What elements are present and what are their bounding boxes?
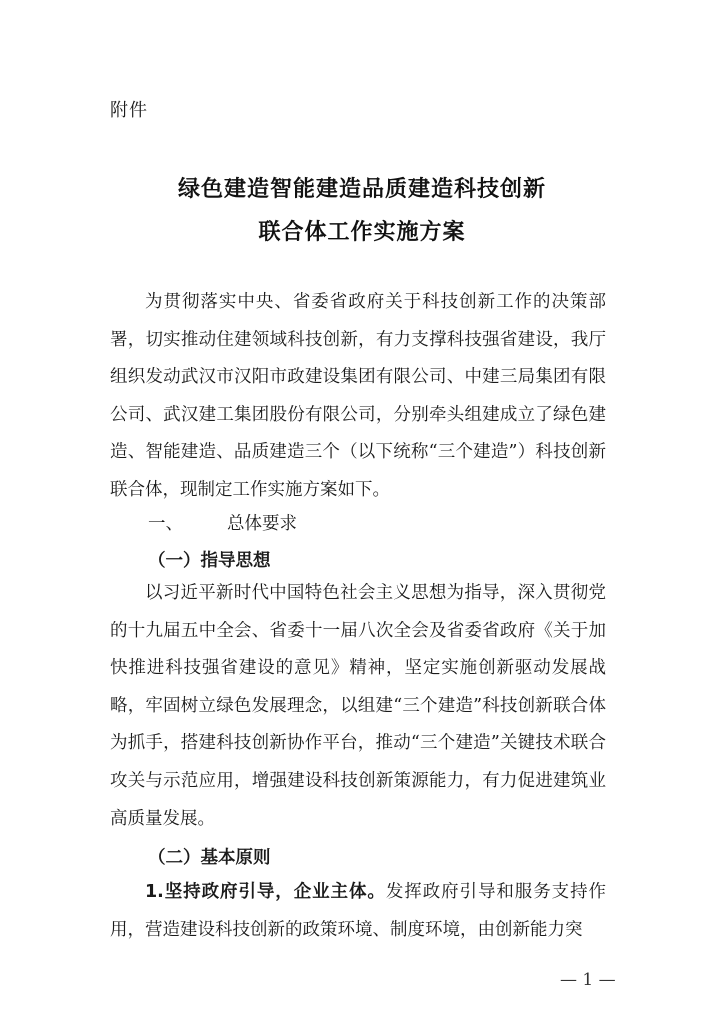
attachment-label: 附件 [110,100,148,121]
section-title: 总体要求 [227,514,297,534]
subsection-heading-guiding: （一）指导思想 [148,551,271,571]
subsection-heading-principles: （二）基本原则 [148,848,271,868]
principle-lead: 1.坚持政府引导，企业主体。 [145,882,386,902]
section-number: 一、 [148,514,183,534]
document-title-line-2: 联合体工作实施方案 [258,220,466,245]
principle-paragraph-1 [110,874,606,949]
intro-paragraph: 为贯彻落实中央、省委省政府关于科技创新工作的决策部署，切实推动住建领域科技创新，有力支撑科技强省建设，我厅组织发动武汉市汉阳市政建设集团有限公司、中建三局集团有限公司、武汉建工集团股份有限公司，分别牵头组建成立了绿色建造、智能建造、品质建造三个（以下统称“三个建造”）科技创新联合体，现制定工作实施方案如下。 [110,292,606,500]
page-number: — 1 — [560,970,616,990]
document-title-line-1: 绿色建造智能建造品质建造科技创新 [177,177,546,202]
section-heading-1 [148,510,297,535]
principle-text: 发挥政府引导和服务支持作用，营造建设科技创新的政策环境、制度环境，由创新能力突 [110,882,607,940]
guiding-paragraph: 以习近平新时代中国特色社会主义思想为指导，深入贯彻党的十九届五中全会、省委十一届八次全会及省委省政府《关于加快推进科技强省建设的意见》精神，坚定实施创新驱动发展战略，牢固树立绿色发展理念，以组建“三个建造”科技创新联合体为抓手，搭建科技创新协作平台，推动“三个建造”关键技术联合攻关与示范应用，增强建设科技创新策源能力，有力促进建筑业高质量发展。 [110,583,606,829]
